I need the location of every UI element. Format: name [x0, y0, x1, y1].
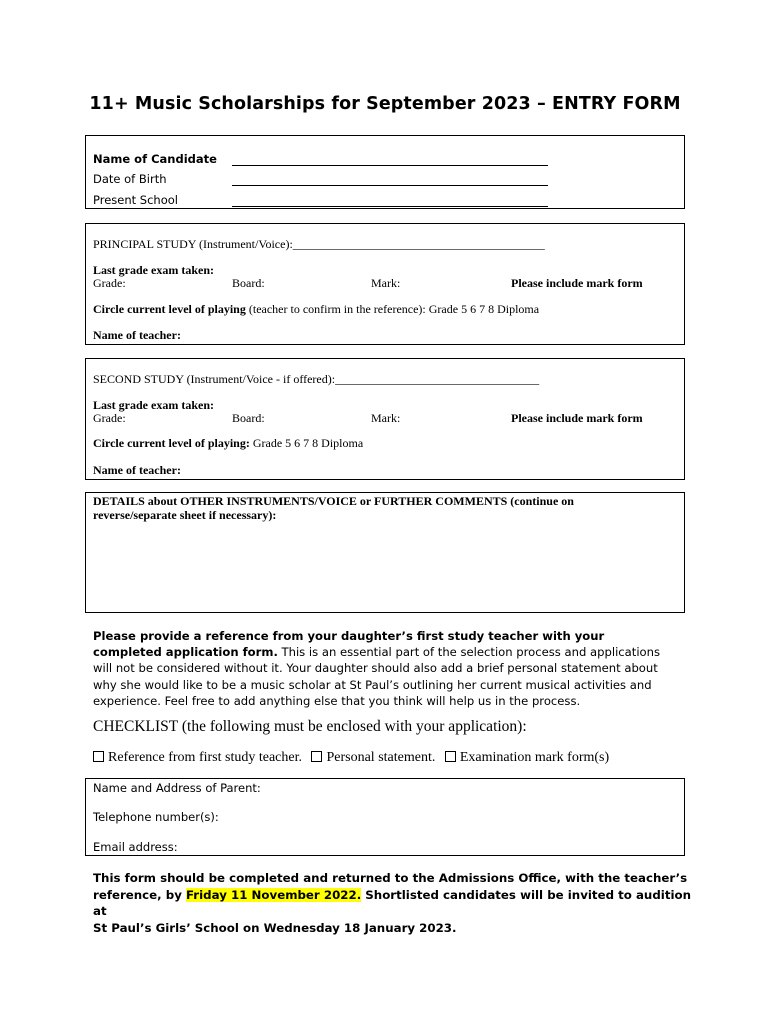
second-level-row	[93, 436, 363, 451]
principal-study-note: (Instrument/Voice):	[196, 237, 293, 251]
second-mark-label: Mark:	[371, 411, 401, 425]
footer-line3: St Paul’s Girls’ School on Wednesday 18 January 2023.	[93, 920, 457, 935]
submission-instructions	[93, 870, 693, 936]
principal-study-title: PRINCIPAL STUDY	[93, 237, 197, 251]
second-grade-label: Grade:	[93, 411, 126, 425]
footer-line2	[93, 887, 693, 920]
second-level-options[interactable]: Grade 5 6 7 8 Diploma	[249, 436, 364, 450]
reference-line1: Please provide a reference from your daughter’s first study teacher with your	[93, 629, 605, 643]
details-label-line1: DETAILS about OTHER INSTRUMENTS/VOICE or FURTHER COMMENTS (continue on	[93, 494, 574, 508]
checklist-item-label: Personal statement.	[326, 750, 436, 765]
dob-field[interactable]	[232, 185, 548, 186]
principal-mark-form-note: Please include mark form	[511, 276, 643, 290]
principal-board-label: Board:	[232, 276, 265, 290]
checklist-items	[93, 750, 615, 766]
principal-teacher-label: Name of teacher:	[93, 328, 181, 342]
reference-line2-bold: completed application form.	[93, 645, 278, 660]
reference-line5: experience. Feel free to add anything else that you think will help us in the process.	[93, 693, 581, 708]
checklist-title: CHECKLIST (the following must be enclosed with your application):	[93, 718, 527, 735]
deadline-highlight: Friday 11 November 2022.	[186, 887, 362, 902]
second-last-grade-label: Last grade exam taken:	[93, 398, 214, 412]
principal-grade-label: Grade:	[93, 276, 126, 290]
checkbox-reference[interactable]	[93, 751, 104, 762]
second-level-label: Circle current level of playing:	[93, 436, 250, 450]
principal-level-options[interactable]: (teacher to confirm in the reference): Grade 5 6 7 8 Diploma	[245, 302, 540, 316]
second-study-note: (Instrument/Voice - if offered):	[183, 372, 336, 386]
email-label[interactable]: Email address:	[93, 840, 178, 854]
second-mark-form-note: Please include mark form	[511, 411, 643, 425]
form-title: 11+ Music Scholarships for September 2023 – ENTRY FORM	[89, 94, 681, 114]
principal-mark-label: Mark:	[371, 276, 401, 290]
footer-line2-pre: reference, by	[93, 887, 186, 902]
checkbox-statement[interactable]	[311, 751, 322, 762]
candidate-name-label: Name of Candidate	[93, 152, 217, 166]
principal-last-grade-label: Last grade exam taken:	[93, 263, 214, 277]
checklist-item-reference[interactable]	[93, 750, 302, 765]
principal-level-row	[93, 302, 539, 317]
present-school-label: Present School	[93, 193, 178, 207]
reference-paragraph	[93, 628, 678, 709]
checklist-item-mark-form[interactable]	[445, 750, 609, 765]
second-teacher-label: Name of teacher:	[93, 463, 181, 477]
second-study-title: SECOND STUDY	[93, 372, 184, 386]
telephone-label[interactable]: Telephone number(s):	[93, 810, 219, 824]
principal-study-heading	[93, 237, 545, 252]
reference-line4: why she would like to be a music scholar at St Paul’s outlining her current musical activities and	[93, 677, 652, 692]
footer-line2-post: Shortlisted candidates will be invited to audition at	[93, 887, 692, 918]
present-school-field[interactable]	[232, 206, 548, 207]
principal-study-field[interactable]: __________________________________________	[292, 237, 545, 251]
reference-line2	[93, 644, 678, 660]
details-label-line2: reverse/separate sheet if necessary):	[93, 508, 277, 522]
reference-line2-text: This is an essential part of the selection process and applications	[277, 645, 661, 660]
footer-line1: This form should be completed and returned to the Admissions Office, with the teacher’s	[93, 871, 688, 885]
second-board-label: Board:	[232, 411, 265, 425]
dob-label: Date of Birth	[93, 172, 167, 186]
checklist-item-label: Reference from first study teacher.	[108, 750, 302, 765]
reference-line3: will not be considered without it. Your daughter should also add a brief personal statement about	[93, 661, 658, 676]
checklist-item-label: Examination mark form(s)	[459, 750, 610, 765]
second-study-field[interactable]: __________________________________	[335, 372, 540, 386]
second-study-heading	[93, 372, 539, 387]
parent-name-address-label[interactable]: Name and Address of Parent:	[93, 781, 261, 795]
checklist-item-statement[interactable]	[311, 750, 435, 765]
principal-level-label: Circle current level of playing	[93, 302, 246, 316]
checkbox-mark-form[interactable]	[445, 751, 456, 762]
candidate-name-field[interactable]	[232, 165, 548, 166]
